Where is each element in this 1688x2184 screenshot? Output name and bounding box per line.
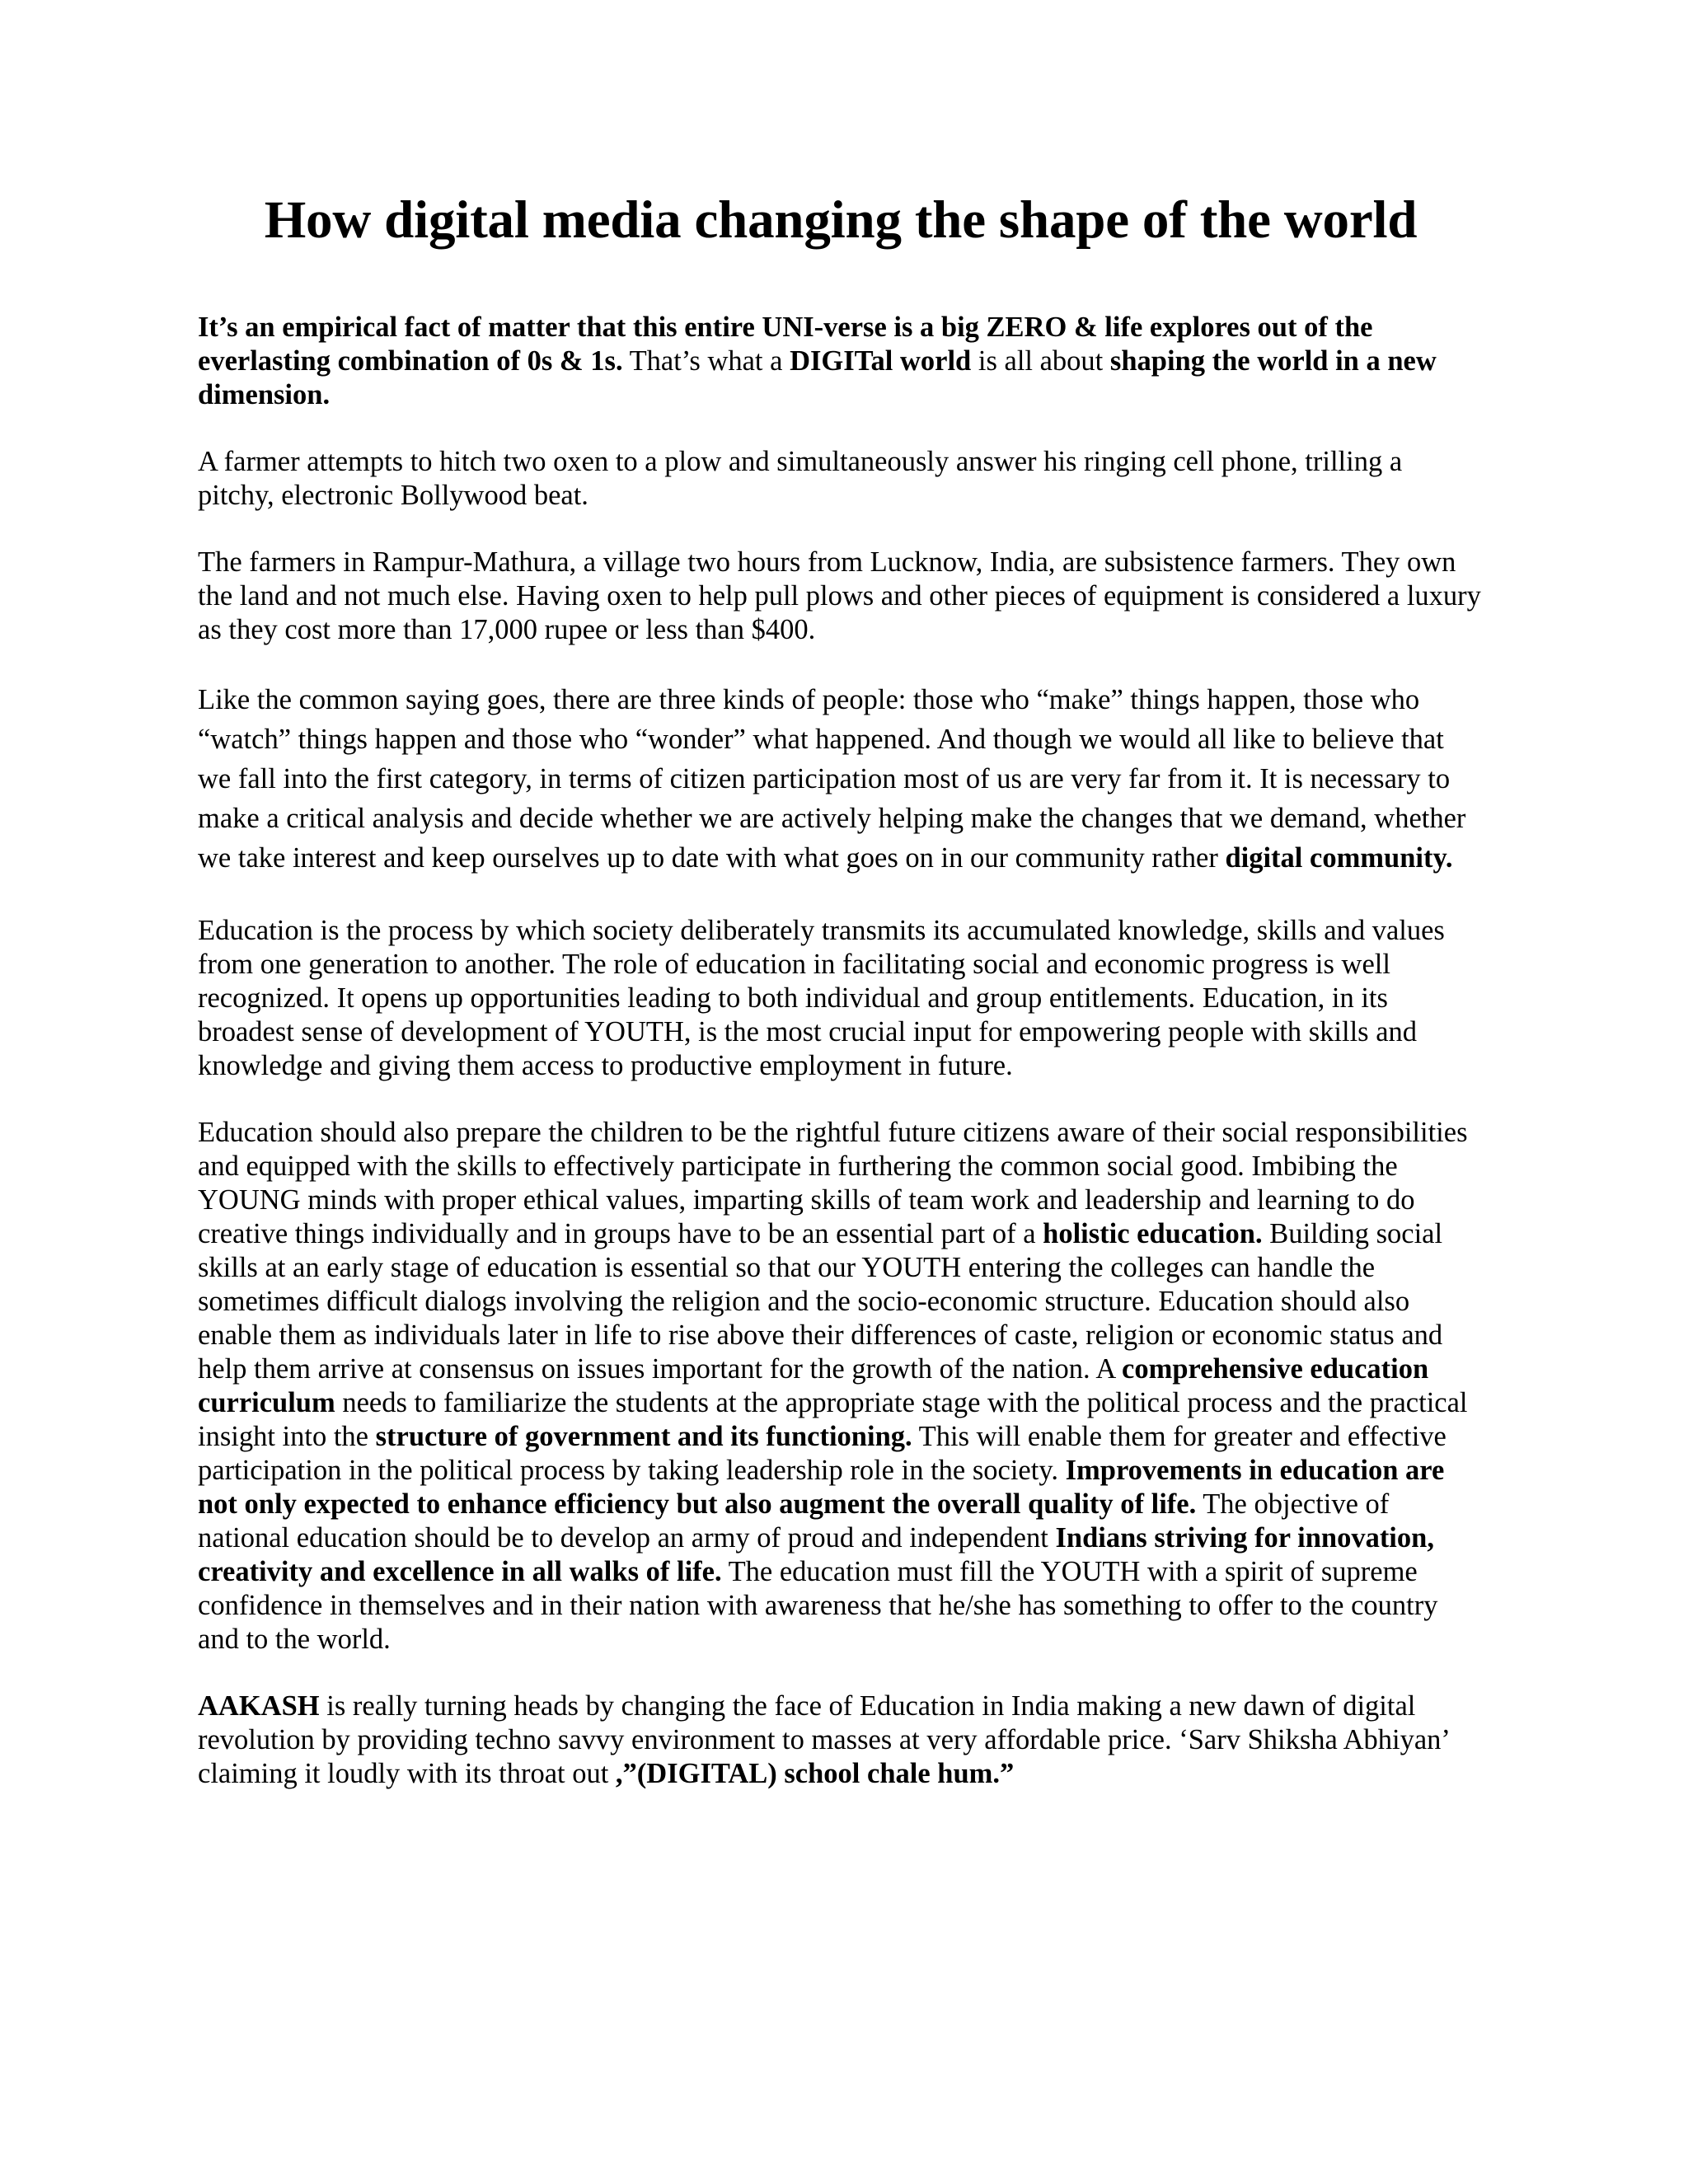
bold-text: digital community. — [1225, 841, 1453, 874]
bold-text: It’s an empirical fact of matter that this entire UNI-verse is a big ZERO & life explores out of the everlasting combination of 0s & 1s. — [198, 311, 1373, 377]
bold-text: DIGITal world — [790, 344, 972, 377]
text: That’s what a — [622, 344, 790, 377]
text: needs to familiarize the students at the appropriate stage with the political process and the practical insight into the — [198, 1386, 1468, 1452]
bold-text: holistic education. — [1043, 1217, 1263, 1249]
text: A farmer attempts to hitch two oxen to a plow and simultaneously answer his ringing cell phone, trilling a pitchy, electronic Bollywood beat. — [198, 445, 1403, 511]
paragraph-7 — [198, 1690, 1484, 1791]
text: The farmers in Rampur-Mathura, a village two hours from Lucknow, India, are subsistence farmers. They own the land and not much else. Having oxen to help pull plows and other pieces of equipment is considered a luxury as they cost more than 17,000 rupee or less than $400. — [198, 546, 1481, 645]
bold-text: structure of government and its functioning. — [375, 1420, 912, 1452]
text: Education should also prepare the children to be the rightful future citizens aware of their social responsibilities and equipped with the skills to effectively participate in furthering the common social good. Imbibing the YOUNG minds with proper ethical values, imparting skills of team work and leadership and learning to do creative things individually and in groups have to be an essential part of a — [198, 1116, 1468, 1249]
paragraph-1 — [198, 311, 1484, 412]
text: Like the common saying goes, there are three kinds of people: those who “make” things happen, those who “watch” things happen and those who “wonder” what happened. And though we would all like to believe that we fall into the first category, in terms of citizen participation most of us are very far from it. It is necessary to make a critical analysis and decide whether we are actively helping make the changes that we demand, whether we take interest and keep ourselves up to date with what goes on in our community rather — [198, 683, 1466, 874]
document-body — [198, 311, 1484, 1791]
text: The education must fill the YOUTH with a spirit of supreme confidence in themselves and in their nation with awareness that he/she has something to offer to the country and to the world. — [198, 1555, 1438, 1655]
paragraph-2 — [198, 445, 1484, 513]
bold-text: AAKASH — [198, 1690, 320, 1722]
paragraph-3 — [198, 546, 1484, 647]
bold-text: Improvements in education are not only expected to enhance efficiency but also augment the overall quality of life. — [198, 1454, 1445, 1520]
bold-text: ,”(DIGITAL) school chale hum.” — [615, 1757, 1015, 1789]
paragraph-4 — [198, 680, 1484, 878]
text: is really turning heads by changing the face of Education in India making a new dawn of digital revolution by providing techno savvy environment to masses at very affordable price. ‘Sarv Shiksha Abhiyan’ claiming it loudly with its throat out — [198, 1690, 1449, 1789]
text: Education is the process by which society deliberately transmits its accumulated knowledge, skills and values from one generation to another. The role of education in facilitating social and economic progress is well recognized. It opens up opportunities leading to both individual and group entitlements. Education, in its broadest sense of development of YOUTH, is the most crucial input for empowering people with skills and knowledge and giving them access to productive employment in future. — [198, 914, 1445, 1081]
document-page — [198, 190, 1484, 1824]
bold-text: Indians striving for innovation, creativity and excellence in all walks of life. — [198, 1521, 1434, 1587]
text: This will enable them for greater and effective participation in the political process by taking leadership role in the society. — [198, 1420, 1447, 1486]
paragraph-6 — [198, 1116, 1484, 1657]
paragraph-5 — [198, 914, 1484, 1083]
bold-text: comprehensive education curriculum — [198, 1352, 1429, 1418]
text: The objective of national education should be to develop an army of proud and independent — [198, 1488, 1390, 1554]
bold-text: shaping the world in a new dimension. — [198, 344, 1437, 410]
text: Building social skills at an early stage of education is essential so that our YOUTH entering the colleges can handle the sometimes difficult dialogs involving the religion and the socio-economic structure. Education should also enable them as individuals later in life to rise above their differences of caste, religion or economic status and help them arrive at consensus on issues important for the growth of the nation. A — [198, 1217, 1443, 1385]
text: is all about — [971, 344, 1110, 377]
document-title: How digital media changing the shape of the world — [264, 190, 1418, 250]
